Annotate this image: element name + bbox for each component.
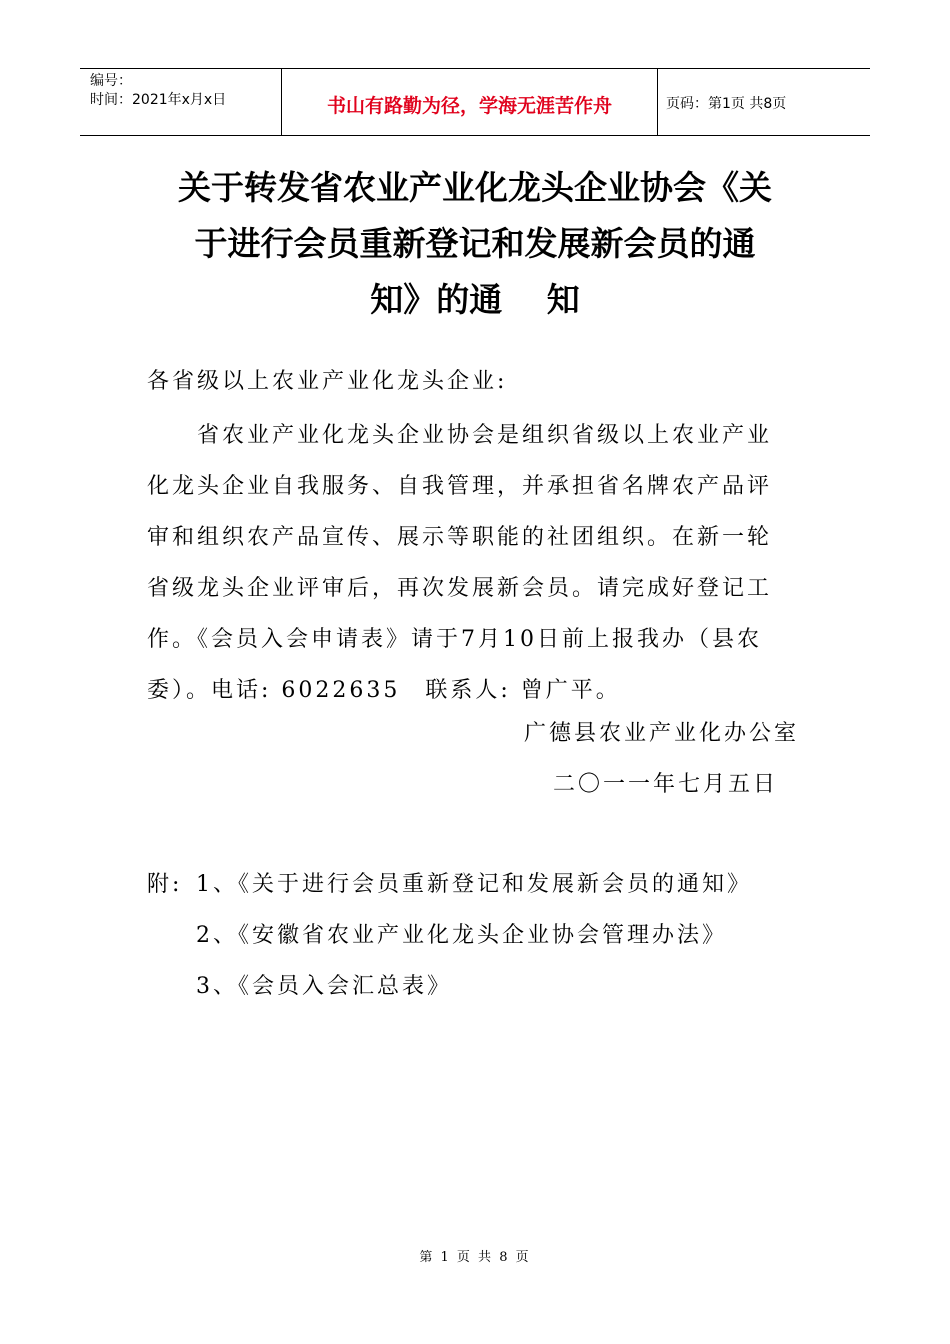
signature-date: 二〇一一年七月五日: [553, 772, 779, 797]
number-label: 编号：: [90, 73, 132, 89]
document-header: [80, 68, 870, 136]
body-line: 省级龙头企业评审后，再次发展新会员。请完成好登记工: [147, 576, 773, 601]
body-line: 化龙头企业自我服务、自我管理，并承担省名牌农产品评: [147, 474, 773, 499]
salutation: 各省级以上农业产业化龙头企业:: [147, 369, 508, 394]
signature-org: 广德县农业产业化办公室: [524, 721, 800, 746]
title-line-1: 关于转发省农业产业化龙头企业协会《关: [178, 168, 772, 207]
body-line: 作。《会员入会申请表》请于7月10日前上报我办（县农: [147, 627, 762, 652]
body-line: 审和组织农产品宣传、展示等职能的社团组织。在新一轮: [147, 525, 773, 550]
body-line: 省农业产业化龙头企业协会是组织省级以上农业产业: [147, 423, 773, 448]
header-page-info: 页码：第1页 共8页: [666, 96, 787, 112]
page-footer: 第 1 页 共 8 页: [419, 1250, 531, 1265]
header-motto: 书山有路勤为径，学海无涯苦作舟: [281, 69, 658, 135]
header-meta: [80, 69, 281, 135]
attachment-item-2: 2、《安徽省农业产业化龙头企业协会管理办法》: [196, 923, 727, 948]
document-title: [120, 160, 830, 328]
title-line-2: 于进行会员重新登记和发展新会员的通: [194, 224, 756, 263]
attachment-item-3: 3、《会员入会汇总表》: [196, 974, 452, 999]
time-label: 时间：2021年x月x日: [90, 92, 227, 108]
attachment-item-1: 1、《关于进行会员重新登记和发展新会员的通知》: [196, 872, 752, 897]
attachments-label: 附:: [147, 872, 183, 897]
title-line-3: 知》的通 知: [370, 280, 580, 319]
body-paragraph: [147, 410, 807, 716]
body-line: 委）。电话: 6022635 联系人: 曾广平。: [147, 678, 621, 703]
